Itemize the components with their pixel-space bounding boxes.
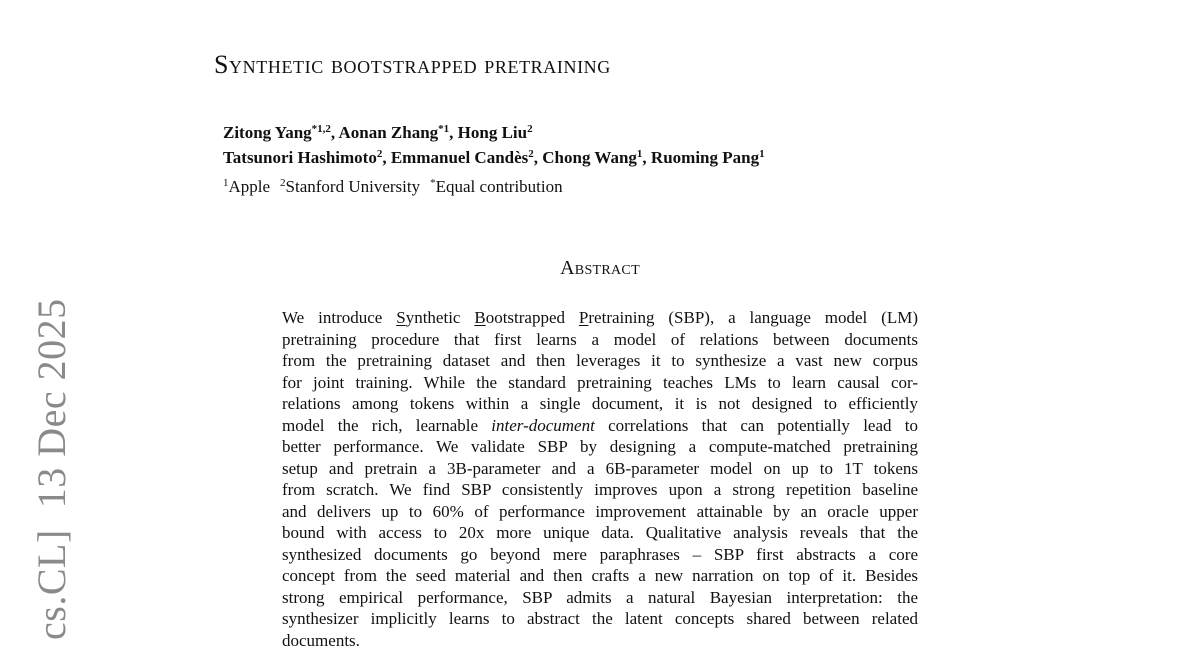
abstract-heading: Abstract (0, 257, 1200, 280)
affiliation-text: Stanford University (286, 177, 421, 196)
author-marks: 1 (637, 148, 643, 160)
abstract-line (282, 307, 918, 329)
abstract-line: synthesizer implicitly learns to abstract the latent concepts shared between related (282, 608, 918, 630)
author-row-2 (223, 145, 765, 170)
abstract-text: model the rich, learnable (282, 416, 491, 435)
author-name: Emmanuel Candès (391, 148, 528, 167)
abstract-line: strong empirical performance, SBP admits a natural Bayesian interpretation: the (282, 587, 918, 609)
affiliation-mark: 2 (280, 177, 286, 189)
paper-title: Synthetic bootstrapped pretraining (214, 50, 611, 80)
affiliation-text: Equal contribution (436, 177, 563, 196)
abstract-line: pretraining procedure that first learns a model of relations between documents (282, 329, 918, 351)
arxiv-date: 13 Dec 2025 (29, 298, 74, 508)
abstract-line: bound with access to 20x more unique data. Qualitative analysis reveals that the (282, 522, 918, 544)
author-marks: *1 (438, 123, 449, 135)
abstract-text: retraining (SBP), a language model (LM) (588, 308, 918, 327)
abstract-line: from scratch. We find SBP consistently improves upon a strong repetition baseline (282, 479, 918, 501)
abstract-line: better performance. We validate SBP by designing a compute-matched pretraining (282, 436, 918, 458)
abstract-text: We introduce (282, 308, 396, 327)
author-name: Hong Liu (458, 123, 527, 142)
author-name: Zitong Yang (223, 123, 312, 142)
author-row-1 (223, 120, 765, 145)
author-separator: , (382, 148, 391, 167)
emphasized-term: inter-document (491, 416, 595, 435)
abstract-line: from the pretraining dataset and then leverages it to synthesize a vast new corpus (282, 350, 918, 372)
abstract-text: correlations that can potentially lead to (595, 416, 918, 435)
arxiv-stamp (28, 298, 75, 640)
underlined-initial: B (474, 308, 485, 327)
abstract-line: documents. (282, 630, 918, 651)
author-marks: 2 (377, 148, 383, 160)
author-name: Aonan Zhang (338, 123, 438, 142)
abstract-line: setup and pretrain a 3B-parameter and a 6B-parameter model on up to 1T tokens (282, 458, 918, 480)
author-name: Ruoming Pang (651, 148, 759, 167)
author-marks: *1,2 (312, 123, 331, 135)
abstract-text: ynthetic (406, 308, 475, 327)
abstract-line: relations among tokens within a single document, it is not designed to efficiently (282, 393, 918, 415)
author-name: Tatsunori Hashimoto (223, 148, 377, 167)
abstract-line: synthesized documents go beyond mere paraphrases – SBP first abstracts a core (282, 544, 918, 566)
author-separator: , (534, 148, 543, 167)
affiliation-text: Apple (229, 177, 271, 196)
author-separator: , (331, 123, 339, 142)
abstract-text: ootstrapped (486, 308, 579, 327)
affiliation-mark: 1 (223, 177, 229, 189)
underlined-initial: S (396, 308, 405, 327)
arxiv-category: cs.CL] (29, 529, 74, 640)
abstract-body (282, 307, 918, 651)
author-name: Chong Wang (542, 148, 637, 167)
abstract-line (282, 415, 918, 437)
abstract-line: and delivers up to 60% of performance improvement attainable by an oracle upper (282, 501, 918, 523)
author-marks: 2 (527, 123, 533, 135)
author-separator: , (449, 123, 458, 142)
author-marks: 1 (759, 148, 765, 160)
author-list (223, 120, 765, 170)
author-marks: 2 (528, 148, 534, 160)
affiliation-mark: * (430, 177, 436, 189)
affiliations (223, 177, 563, 197)
abstract-line: for joint training. While the standard pretraining teaches LMs to learn causal cor- (282, 372, 918, 394)
underlined-initial: P (579, 308, 588, 327)
abstract-line: concept from the seed material and then crafts a new narration on top of it. Besides (282, 565, 918, 587)
author-separator: , (642, 148, 651, 167)
